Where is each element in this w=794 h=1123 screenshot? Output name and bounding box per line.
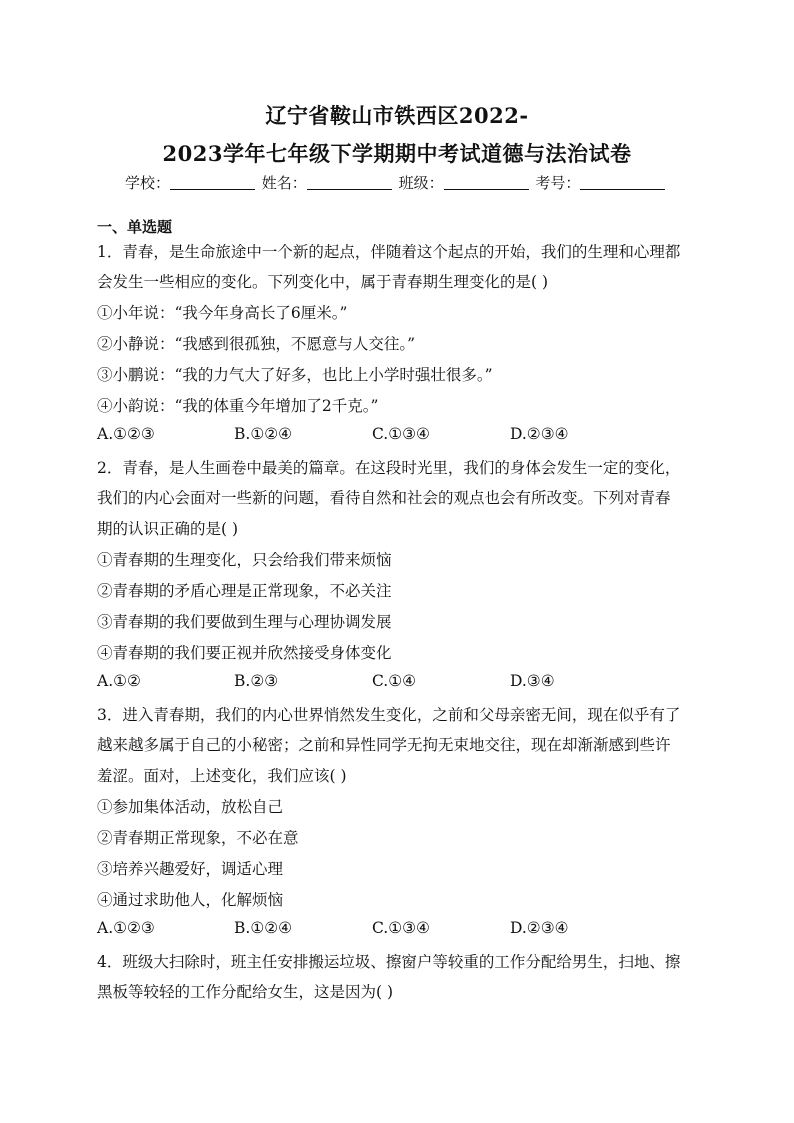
question-2-option-c[interactable]: C.①④ [372,672,417,690]
question-3-option-c[interactable]: C.①③④ [372,919,430,937]
question-1-option-d[interactable]: D.②③④ [510,425,569,443]
question-2-statement-1: ①青春期的生理变化，只会给我们带来烦恼 [97,551,392,569]
exam-number-label: 考号： [535,174,581,192]
question-2-stem-line-1: 2．青春，是人生画卷中最美的篇章。在这段时光里，我们的身体会发生一定的变化， [97,459,681,477]
question-3-option-b[interactable]: B.①②④ [234,919,293,937]
question-3-option-a[interactable]: A.①②③ [97,919,155,937]
question-4-stem-line-2: 黑板等较轻的工作分配给女生，这是因为( ) [97,983,394,1001]
question-1-statement-2: ②小静说：“我感到很孤独，不愿意与人交往。” [97,335,416,353]
name-blank[interactable] [307,175,392,190]
section-title: 一、单选题 [97,218,173,236]
question-2-stem-line-2: 我们的内心会面对一些新的问题，看待自然和社会的观点也会有所改变。下列对青春 [97,489,671,507]
class-blank[interactable] [444,175,529,190]
question-2-option-a[interactable]: A.①② [97,672,141,690]
question-3-statement-3: ③培养兴趣爱好，调适心理 [97,860,284,878]
question-2-statement-4: ④青春期的我们要正视并欣然接受身体变化 [97,644,392,662]
question-1-option-c[interactable]: C.①③④ [372,425,430,443]
school-label: 学校： [125,174,171,192]
question-1-stem-line-2: 会发生一些相应的变化。下列变化中，属于青春期生理变化的是( ) [97,273,549,291]
question-3-stem-line-1: 3．进入青春期，我们的内心世界悄然发生变化，之前和父母亲密无间，现在似乎有了 [97,706,681,724]
exam-title-line1: 辽宁省鞍山市铁西区2022- [265,103,529,128]
question-2-stem-line-3: 期的认识正确的是( ) [97,520,239,538]
question-3-statement-1: ①参加集体活动，放松自己 [97,798,284,816]
question-1-statement-3: ③小鹏说：“我的力气大了好多，也比上小学时强壮很多。” [97,366,493,384]
exam-title-line2: 2023学年七年级下学期期中考试道德与法治试卷 [162,141,632,166]
question-1-statement-4: ④小韵说：“我的体重今年增加了2千克。” [97,397,379,415]
question-2-option-d[interactable]: D.③④ [510,672,555,690]
question-3-statement-4: ④通过求助他人，化解烦恼 [97,891,284,909]
question-1-statement-1: ①小年说：“我今年身高长了6厘米。” [97,304,348,322]
question-2-statement-3: ③青春期的我们要做到生理与心理协调发展 [97,613,392,631]
class-label: 班级： [398,174,444,192]
question-2-statement-2: ②青春期的矛盾心理是正常现象，不必关注 [97,582,392,600]
name-label: 姓名： [261,174,307,192]
question-3-statement-2: ②青春期正常现象，不必在意 [97,829,299,847]
question-1-stem-line-1: 1．青春，是生命旅途中一个新的起点，伴随着这个起点的开始，我们的生理和心理都 [97,243,681,261]
question-3-option-d[interactable]: D.②③④ [510,919,569,937]
exam-number-blank[interactable] [580,175,665,190]
question-1-option-a[interactable]: A.①②③ [97,425,155,443]
question-4-stem-line-1: 4．班级大扫除时，班主任安排搬运垃圾、擦窗户等较重的工作分配给男生，扫地、擦 [97,953,681,971]
student-info-row [125,172,667,193]
school-blank[interactable] [170,175,255,190]
question-3-stem-line-2: 越来越多属于自己的小秘密；之前和异性同学无拘无束地交往，现在却渐渐感到些许 [97,736,671,754]
question-2-option-b[interactable]: B.②③ [234,672,279,690]
question-3-stem-line-3: 羞涩。面对，上述变化，我们应该( ) [97,767,347,785]
question-1-option-b[interactable]: B.①②④ [234,425,293,443]
